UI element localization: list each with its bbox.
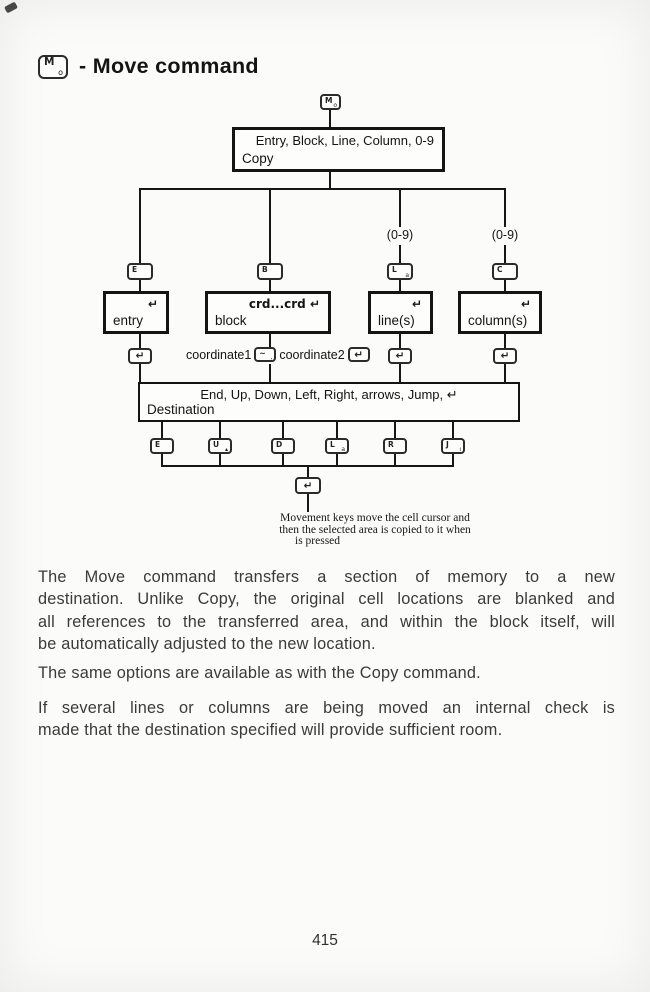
block-label: block (215, 313, 247, 328)
key-letter: M (44, 55, 55, 68)
columns-label: column(s) (468, 313, 528, 328)
scan-speck (4, 2, 18, 14)
down-key-icon (271, 438, 295, 454)
connector-row2-dest-4 (504, 364, 506, 382)
key-letter: D (276, 440, 283, 449)
copy-label: Copy (242, 151, 274, 166)
key-subletter: o (333, 102, 337, 109)
body-line: be automatically adjusted to the new location. (38, 635, 376, 654)
connector-branch-rail (139, 188, 506, 190)
coordinate1-label: coordinate1 (186, 347, 252, 362)
connector-branch-1 (139, 188, 141, 264)
lines-label: line(s) (378, 313, 415, 328)
return-key-icon: ↵ (493, 348, 517, 364)
connector-row2-dest-3 (399, 364, 401, 382)
left-key-icon (325, 438, 349, 454)
connector-dest-stub-1 (161, 422, 163, 438)
connector-box-row2-1 (139, 334, 141, 348)
destination-box (138, 382, 520, 422)
connector-dest-stub-6 (452, 422, 454, 438)
key-letter: L (330, 440, 335, 449)
connector-row2-dest-2 (269, 364, 271, 382)
connector-row2-dest-1 (139, 364, 141, 382)
connector-box-row2-4 (504, 334, 506, 348)
connector-topbox-stem (329, 172, 331, 189)
page-title: - Move command (79, 54, 259, 78)
coordinate-sequence (186, 347, 370, 362)
key-subletter: a (405, 272, 409, 279)
caption-line: is pressed (295, 535, 341, 547)
body-line: The Move command transfers a section of memory to a new (38, 568, 615, 586)
key-letter: E (132, 265, 138, 274)
key-letter: J (446, 440, 449, 449)
columns-box (458, 291, 542, 334)
connector-branch-2 (269, 188, 271, 264)
caption-line: Movement keys move the cell cursor and (280, 512, 470, 524)
paragraph-1 (38, 566, 615, 656)
connector-branch-3b (399, 245, 401, 264)
block-key-icon (257, 263, 283, 280)
column-key-icon (492, 263, 518, 280)
digits-label-line: (0-9) (386, 228, 414, 242)
lines-box (368, 291, 433, 334)
paragraph-3 (38, 697, 615, 742)
return-glyph: ↵ (411, 297, 422, 311)
connector-branch-4a (504, 188, 506, 227)
connector-dest-stub-2 (219, 422, 221, 438)
key-letter: M (325, 96, 333, 105)
entry-key-icon (127, 263, 153, 280)
final-return-key-icon: ↵ (295, 477, 321, 494)
key-letter: ~ (259, 349, 266, 358)
connector-dest-stub-5 (394, 422, 396, 438)
entry-label: entry (113, 313, 144, 328)
return-key-icon: ↵ (128, 348, 152, 364)
key-subletter: o (58, 67, 63, 77)
diagram-caption (255, 513, 495, 548)
destination-options-line: End, Up, Down, Left, Right, arrows, Jump, ↵ (200, 387, 458, 402)
caption-line: then the selected area is copied to it when (279, 523, 471, 536)
up-key-icon (208, 438, 232, 454)
body-line: all references to the transferred area, and within the block itself, will (38, 612, 615, 631)
return-glyph: ↵ (147, 297, 158, 311)
options-line: Entry, Block, Line, Column, 0-9 (255, 133, 434, 148)
destination-label: Destination (147, 402, 215, 417)
end-key-icon (150, 438, 174, 454)
right-key-icon (383, 438, 407, 454)
crd-return-glyph: crd...crd ↵ (248, 297, 320, 311)
key-letter: B (262, 265, 268, 274)
root-move-key-icon (320, 94, 341, 110)
connector-box-row2-3 (399, 334, 401, 348)
page-heading (38, 54, 259, 79)
key-letter: E (155, 440, 161, 449)
connector-box-row2-2 (269, 334, 271, 348)
key-letter: R (388, 440, 394, 449)
return-glyph: ↵ (520, 297, 531, 311)
comma-key-icon (254, 347, 276, 362)
connector-branch-3a (399, 188, 401, 227)
key-subletter: a (341, 446, 345, 453)
body-line: The same options are available as with the Copy command. (38, 664, 481, 682)
body-line: If several lines or columns are being moved an internal check is (38, 699, 615, 717)
key-subletter: , (270, 354, 273, 361)
body-line: destination. Unlike Copy, the original cell locations are blanked and (38, 590, 615, 609)
return-key-icon: ↵ (388, 348, 412, 364)
connector-branch-4b (504, 245, 506, 264)
digits-label-column: (0-9) (491, 228, 519, 242)
entry-box (103, 291, 169, 334)
key-subletter: ▴ (224, 446, 228, 453)
page-number: 415 (312, 932, 338, 949)
coordinate2-label: coordinate2 (279, 347, 345, 362)
line-key-icon (387, 263, 413, 280)
connector-dest-stub-3 (282, 422, 284, 438)
body-line: made that the destination specified will provide sufficient room. (38, 721, 503, 740)
paragraph-2 (38, 662, 615, 684)
block-box (205, 291, 331, 334)
move-key-icon (38, 55, 68, 79)
return-key-icon: ↵ (348, 347, 370, 362)
jump-key-icon (441, 438, 465, 454)
options-box (232, 127, 445, 172)
connector-final-stem-bottom (307, 494, 309, 512)
connector-root-stem (329, 110, 331, 128)
key-letter: L (392, 265, 397, 274)
connector-dest-stub-4 (336, 422, 338, 438)
key-letter: C (497, 265, 503, 274)
key-subletter: ı (459, 446, 461, 453)
key-letter: U (213, 440, 220, 449)
